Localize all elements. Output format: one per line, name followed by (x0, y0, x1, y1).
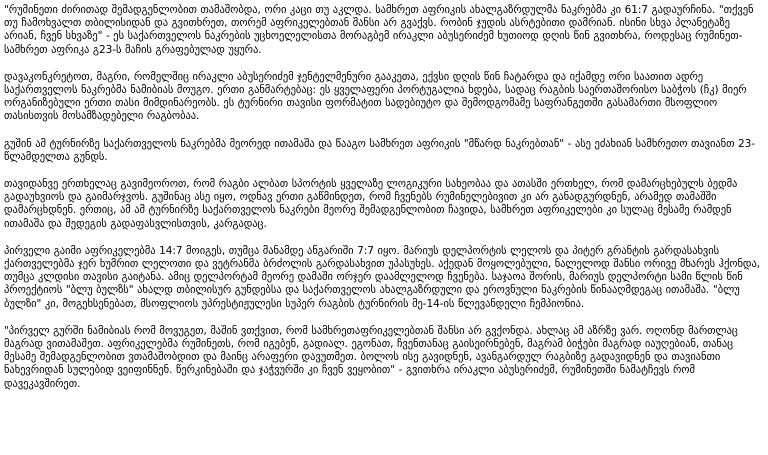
paragraph-4: თავიდანვე ერთხელაც გავიმეოროთ, რომ რაგბი ალბათ სპორტის ყველაზე ლოგიკური სახეობაა და ათასში ერთხელ, რომ დამარცხებულს ბედმა გადაუხვიოს და გაიმარჯვოს. გუშინაც ასე იყო, ოდნავ ერთი გაწმინდეთ, რომ ჩვენებს რუმინელებივით კი არ განადგურდნენ, არამედ თამაშში დამარცხდნენ. ერთიც, ამ ამ ტურნირზე საქართველოს ნაკრები მეორე შემადგენლობით ჩავიდა, სამხრეთ აფრიკელები კი სულაც მესამე რამდენ ითამაშა და შედეგის გადაფასვლისთვის, კარგადაც. (4, 178, 738, 230)
paragraph-5: პირველი გაიმი აფრიკელებმა 14:7 მოიგეს, თუმცა მანამდე ანგარიში 7:7 იყო. მარიუს დელპორტის ლელოს და პიტერ გრანტის გარდასახვის ქართველებმა ჯერ ხუმრით ლელოთი და ვეტრანმა ბრძოლის გარდასახვით უპასუხეს. აქედან მოყოლებული, ნალელოდ შანსი ორივე მხარეს ჰქონდა, თუმცა კლდისი თავისი გაიტანა. ამიც დელპორტამ მეორე დამაში ორჯერ დაამლელოდ ჩვენება. საჯაოა შორის, მარიუს დელპორტი სამი წლის წინ პროექტიოს "ბლუ ბულზს" ახალდ თბილისურ გუნდებსა და საქართველოს ახალგაზრდული და ეროვნული ნაკრების წინააღმდეგაც ითამაშა. "ბლუ ბულზი" კი, მოგეხსენებათ, მსოფლიოს უპრესტიჟულესი სუპერ რაგბის ტურნირის მე-14-ის წლევანდელი ჩემპიონია. (4, 244, 761, 310)
paragraph-3: გუშინ ამ ტურნირზე საქართველოს ნაკრებმა მეორედ ითამაშა და წააგო სამხრეთ აფრიკის "მწარდ ნაკრებთან" - ასე ეძახიან სამხრეთო თავიანთ 23-წლამდელთა გუნდს. (4, 137, 756, 163)
paragraph-2: დავაკონკრეტოთ, მაგრი, რომელშიც ირაკლი აბუსერიძემ ჯენტელმენური გააკეთა, ექვსი დღის წინ ჩატარდა და იქამდე ორი საათით ადრე საქართველოს ნაკრებმა ნამიბიას მოუგო. ერთი განმარტებაც: ეს ყველაფერი პორტუგალია ხდება, სადაც რაგბის საერთაშორისო საბჭოს (ჩკ) მიერ ორგანიზებული ერთი თასი მიმდინარეობს. ეს ტურნირი თავისი ფორმატით სადებიუტო და შემოდგომამე საფრანგეთში გასამართი მსოფლიო თასისთვის მოსამზადებელი რაგბობაა. (4, 70, 747, 123)
paragraph-6: "პირველ გურში ნამიბიას რომ მოვუგეთ, მაშინ ვთქვით, რომ სამხრეთაფრიკელებთან შანსი არ გვქონდა. ახლაც ამ აზრზე ვარ. ოღონდ მართლაც მაგრად ვითამაშეთ. აფრიკელებმა რუმინეთს, რომ იგებენ, გადიალ. ეგონათ, ჩვენთანაც გაისეირნებენ, მაგრამ ბიჭები მაგრად იაუღებიან, თანაც მესამე შემადგენლობით ვთამაშობდით და მაინც არაფერი დავუთმეთ. ბოლოს ისე გავიდნენ, ავანგარდულ რაგბიზე გადავიდნენ და თავიანთი ნახევრიდან სულებიდ ვეიფინნენ. წერკინებაში და ჯაჭვურში კი ჩვენ ვეყობით" - გვითხრა ირაკლი აბუსერიძემ, რუმინეთში ნამატჩევს რომ დავეკავშირეთ. (4, 324, 738, 390)
paragraph-1: "რუმინეთი ძირითად შემადგენლობით თამაშობდა, ორი კაცი თუ აკლდა. სამხრეთ აფრიკის ახალგაზრდულმა ნაკრებმა კი 61:7 გადაურჩინა. "თქვენ თუ ჩამოხვალთ თბილისიდან და გვითხრეთ, თორემ აფრიკელებთან შანსი არ გვაქვს. რობინ ჯუდის ასრტებითი დამრიან. ისინი სხვა პლანეტაზე არიან, ჩვენ სხვაზე" - ეს საქართველოს ნაკრების უცხოელელისთა მორაგბემ ირაკლი აბუსერიძემ ხუთიოდ დღის წინ გვითხრა, როდესაც რუმინეთ-სამხრეთ აფრიკა გ23-ს მაჩის გრაფებულად უყურა. (4, 4, 754, 56)
